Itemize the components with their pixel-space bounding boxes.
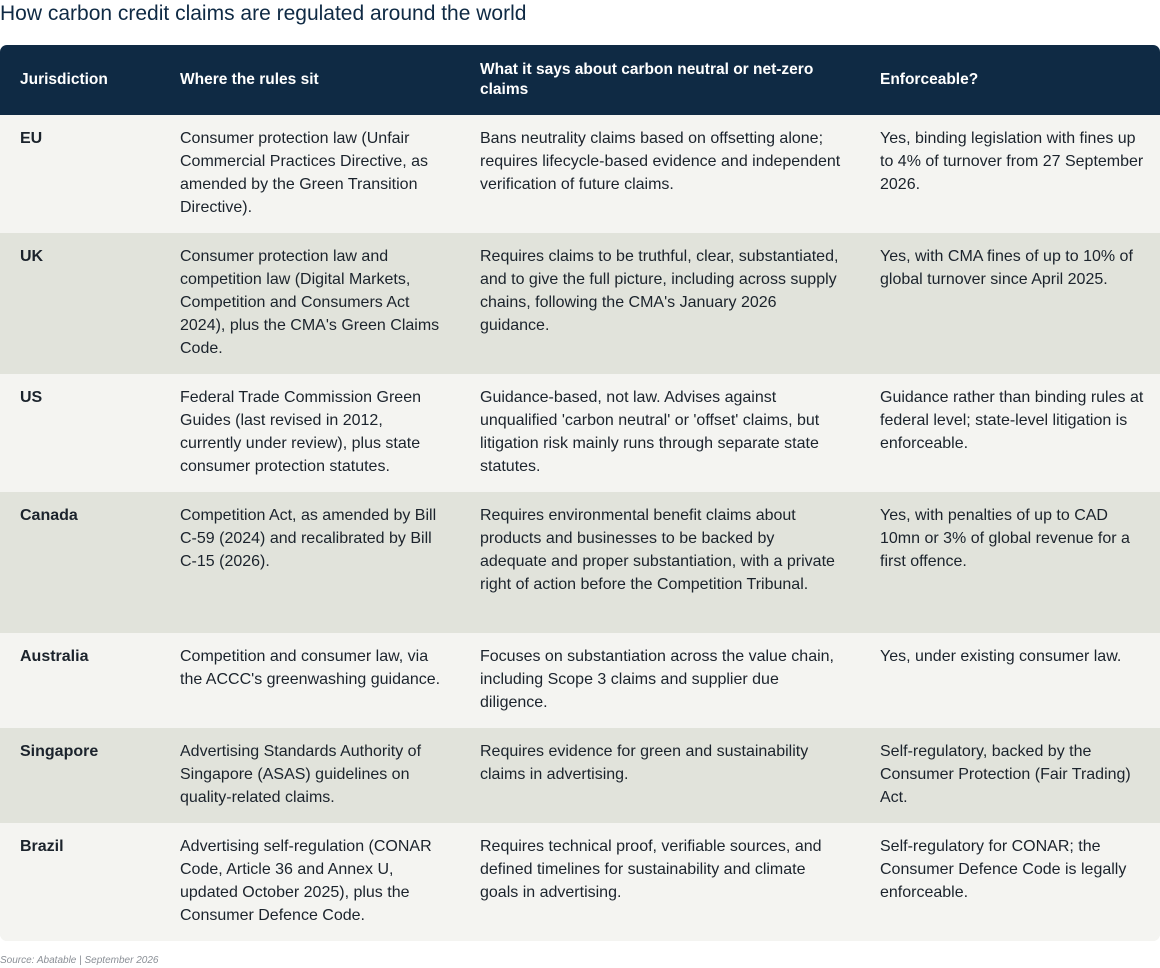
column-header-jurisdiction: Jurisdiction — [0, 45, 160, 115]
enforceability-cell: Yes, under existing consumer law. — [860, 633, 1160, 728]
enforceability-cell: Self-regulatory, backed by the Consumer Protection (Fair Trading) Act. — [860, 728, 1160, 823]
table-row — [0, 728, 1160, 823]
rules-location-cell: Advertising self-regulation (CONAR Code, Article 36 and Annex U, updated October 2025), plus the Consumer Defence Code. — [160, 823, 460, 941]
rules-location-cell: Competition and consumer law, via the ACCC's greenwashing guidance. — [160, 633, 460, 728]
rules-location-cell: Advertising Standards Authority of Singapore (ASAS) guidelines on quality-related claims. — [160, 728, 460, 823]
jurisdiction-cell: Singapore — [0, 728, 160, 823]
table-row — [0, 374, 1160, 492]
jurisdiction-cell: Canada — [0, 492, 160, 633]
claims-description-cell: Focuses on substantiation across the value chain, including Scope 3 claims and supplier due diligence. — [460, 633, 860, 728]
source-note: Source: Abatable | September 2026 — [0, 955, 159, 966]
rules-location-cell: Federal Trade Commission Green Guides (last revised in 2012, currently under review), plus state consumer protection statutes. — [160, 374, 460, 492]
table-row — [0, 492, 1160, 633]
table-row — [0, 233, 1160, 374]
claims-description-cell: Requires technical proof, verifiable sources, and defined timelines for sustainability and climate goals in advertising. — [460, 823, 860, 941]
column-header-where-rules-sit: Where the rules sit — [160, 45, 460, 115]
table-row — [0, 823, 1160, 941]
rules-location-cell: Consumer protection law (Unfair Commercial Practices Directive, as amended by the Green Transition Directive). — [160, 115, 460, 233]
enforceability-cell: Yes, with CMA fines of up to 10% of global turnover since April 2025. — [860, 233, 1160, 374]
table-row — [0, 115, 1160, 233]
jurisdiction-cell: US — [0, 374, 160, 492]
rules-location-cell: Consumer protection law and competition law (Digital Markets, Competition and Consumers Act 2024), plus the CMA's Green Claims Code. — [160, 233, 460, 374]
enforceability-cell: Guidance rather than binding rules at federal level; state-level litigation is enforceable. — [860, 374, 1160, 492]
jurisdiction-cell: EU — [0, 115, 160, 233]
jurisdiction-cell: Australia — [0, 633, 160, 728]
claims-description-cell: Requires claims to be truthful, clear, substantiated, and to give the full picture, including across supply chains, following the CMA's January 2026 guidance. — [460, 233, 860, 374]
enforceability-cell: Self-regulatory for CONAR; the Consumer Defence Code is legally enforceable. — [860, 823, 1160, 941]
table-row — [0, 633, 1160, 728]
table-body — [0, 115, 1160, 941]
jurisdiction-cell: Brazil — [0, 823, 160, 941]
column-header-enforceable: Enforceable? — [860, 45, 1160, 115]
header-row — [0, 45, 1160, 115]
enforceability-cell: Yes, with penalties of up to CAD 10mn or 3% of global revenue for a first offence. — [860, 492, 1160, 633]
column-header-what-it-says: What it says about carbon neutral or net-zero claims — [460, 45, 860, 115]
regulation-table-container — [0, 45, 1160, 941]
claims-description-cell: Guidance-based, not law. Advises against unqualified 'carbon neutral' or 'offset' claims, but litigation risk mainly runs through separate state statutes. — [460, 374, 860, 492]
jurisdiction-cell: UK — [0, 233, 160, 374]
table-header — [0, 45, 1160, 115]
regulation-table — [0, 45, 1160, 941]
enforceability-cell: Yes, binding legislation with fines up to 4% of turnover from 27 September 2026. — [860, 115, 1160, 233]
claims-description-cell: Bans neutrality claims based on offsetting alone; requires lifecycle-based evidence and independent verification of future claims. — [460, 115, 860, 233]
claims-description-cell: Requires environmental benefit claims about products and businesses to be backed by adequate and proper substantiation, with a private right of action before the Competition Tribunal. — [460, 492, 860, 633]
claims-description-cell: Requires evidence for green and sustainability claims in advertising. — [460, 728, 860, 823]
page-title: How carbon credit claims are regulated around the world — [0, 2, 527, 25]
rules-location-cell: Competition Act, as amended by Bill C-59 (2024) and recalibrated by Bill C-15 (2026). — [160, 492, 460, 633]
